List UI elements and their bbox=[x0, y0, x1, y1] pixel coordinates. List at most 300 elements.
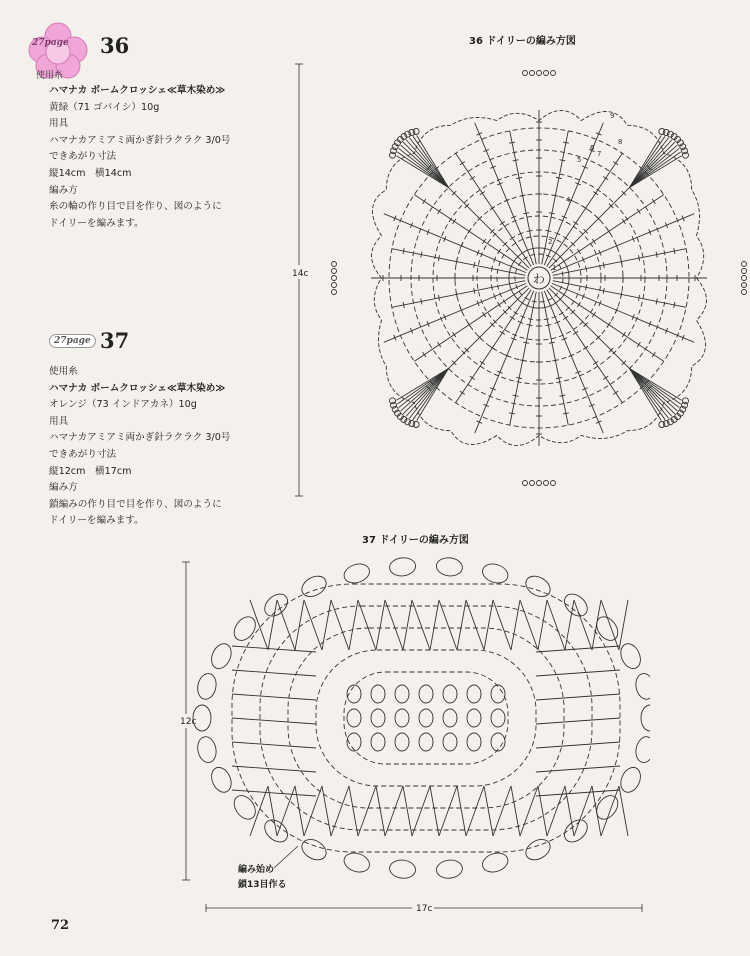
stitch-tick bbox=[482, 239, 485, 244]
stitch-tick bbox=[520, 195, 526, 196]
stitch-tick bbox=[613, 162, 618, 165]
stitch-tick bbox=[552, 195, 558, 196]
stitch-tick bbox=[438, 209, 441, 214]
stitch-tick bbox=[530, 248, 536, 249]
picot bbox=[537, 481, 542, 486]
picot bbox=[682, 152, 688, 158]
picot bbox=[551, 71, 556, 76]
stitch-tick bbox=[545, 324, 551, 325]
picot bbox=[551, 481, 556, 486]
stitch-spoke bbox=[551, 286, 664, 362]
picot bbox=[537, 71, 542, 76]
picot bbox=[332, 283, 337, 288]
side-stitch bbox=[536, 742, 620, 748]
stitch-tick bbox=[552, 360, 558, 361]
diagram-37-height-label: 12c bbox=[180, 717, 197, 727]
stitch-tick bbox=[542, 307, 548, 308]
diagram-37-start-note-line: 鎖13目作る bbox=[238, 880, 287, 890]
v-stitch bbox=[349, 600, 358, 650]
pattern-37-number: 37 bbox=[100, 328, 130, 353]
stitch-tick bbox=[421, 298, 422, 304]
v-stitch bbox=[619, 600, 628, 650]
stitch-tick bbox=[603, 376, 608, 379]
corner-fan-stitch bbox=[630, 369, 675, 414]
cluster-stitch bbox=[419, 733, 433, 751]
pattern-37-yarn-color: オレンジ（73 インドアカネ）10g bbox=[49, 399, 197, 411]
stitch-tick bbox=[549, 213, 555, 214]
stitch-tick bbox=[438, 255, 439, 261]
diagram-37-start-note-line: 編み始め bbox=[238, 865, 275, 875]
stitch-tick bbox=[568, 269, 569, 275]
stitch-tick bbox=[637, 209, 640, 214]
stitch-tick bbox=[613, 391, 618, 394]
diagram-37-title: 37 ドイリーの編み方図 bbox=[362, 535, 469, 546]
svg-text:2: 2 bbox=[548, 238, 553, 246]
picot bbox=[413, 421, 419, 427]
v-stitch bbox=[457, 600, 466, 650]
pattern-37-page-badge: 27page bbox=[49, 334, 96, 348]
edge-scallop bbox=[617, 764, 644, 795]
corner-fan-stitch bbox=[399, 148, 449, 187]
v-stitch bbox=[466, 786, 484, 836]
v-stitch bbox=[304, 786, 322, 836]
cluster-stitch bbox=[467, 709, 481, 727]
stitch-tick bbox=[568, 281, 569, 287]
v-stitch bbox=[331, 786, 349, 836]
picot bbox=[682, 398, 688, 404]
stitch-tick bbox=[513, 160, 519, 161]
stitch-tick bbox=[593, 192, 598, 195]
stitch-tick bbox=[509, 269, 510, 275]
edge-scallop bbox=[480, 850, 510, 875]
corner-fan-stitch bbox=[630, 369, 666, 420]
stitch-spoke bbox=[456, 290, 532, 403]
svg-text:6: 6 bbox=[590, 144, 595, 152]
edge-scallop bbox=[617, 641, 644, 672]
picot bbox=[742, 283, 747, 288]
stitch-tick bbox=[520, 301, 525, 304]
stitch-tick bbox=[542, 248, 548, 249]
svg-text:1: 1 bbox=[552, 264, 557, 272]
stitch-tick bbox=[460, 162, 465, 165]
picot bbox=[544, 481, 549, 486]
v-stitch bbox=[322, 786, 331, 836]
v-stitch bbox=[439, 786, 457, 836]
cluster-stitch bbox=[419, 709, 433, 727]
stitch-tick bbox=[509, 142, 515, 143]
svg-text:5: 5 bbox=[577, 156, 582, 164]
stitch-tick bbox=[559, 395, 565, 396]
stitch-tick bbox=[652, 199, 655, 204]
v-stitch bbox=[466, 600, 484, 650]
stitch-tick bbox=[491, 284, 492, 290]
edge-scallop bbox=[342, 850, 372, 875]
edge-scallop bbox=[342, 561, 372, 586]
stitch-spoke bbox=[547, 290, 623, 403]
corner-fan-stitch bbox=[403, 369, 448, 414]
cluster-stitch bbox=[371, 733, 385, 751]
stitch-spoke bbox=[414, 195, 527, 271]
edge-scallop bbox=[436, 557, 464, 578]
stitch-tick bbox=[656, 252, 657, 258]
svg-text:4: 4 bbox=[566, 196, 571, 204]
pattern-36-method-line: 糸の輪の作り目で目を作り、図のように bbox=[49, 201, 222, 213]
stitch-tick bbox=[621, 291, 622, 297]
stitch-tick bbox=[480, 192, 485, 195]
picot bbox=[523, 481, 528, 486]
v-stitch bbox=[430, 786, 439, 836]
stitch-tick bbox=[490, 206, 495, 209]
stitch-tick bbox=[583, 346, 588, 349]
stitch-spoke bbox=[547, 153, 623, 266]
corner-fan-stitch bbox=[630, 142, 675, 187]
picot bbox=[332, 276, 337, 281]
picot bbox=[742, 269, 747, 274]
stitch-tick bbox=[423, 199, 426, 204]
stitch-tick bbox=[563, 413, 569, 414]
stitch-tick bbox=[607, 229, 610, 234]
stitch-tick bbox=[513, 395, 519, 396]
corner-fan-stitch bbox=[399, 369, 449, 408]
stitch-tick bbox=[453, 219, 456, 224]
cluster-stitch bbox=[395, 709, 409, 727]
stitch-tick bbox=[423, 352, 426, 357]
picot bbox=[742, 262, 747, 267]
corner-fan-stitch bbox=[630, 369, 682, 401]
pattern-36-size-label: できあがり寸法 bbox=[49, 151, 117, 163]
edge-scallop bbox=[634, 672, 650, 701]
pattern-37-method-line: 鎖編みの作り目で目を作り、図のように bbox=[49, 498, 222, 510]
pattern-37-method-line: ドイリーを編みます。 bbox=[49, 515, 144, 527]
v-stitch bbox=[322, 600, 331, 650]
picot bbox=[332, 269, 337, 274]
v-stitch bbox=[484, 786, 493, 836]
v-stitch bbox=[358, 600, 376, 650]
page-number: 72 bbox=[51, 918, 70, 933]
stitch-tick bbox=[497, 249, 500, 254]
v-stitch bbox=[403, 786, 412, 836]
svg-text:9: 9 bbox=[610, 112, 615, 120]
stitch-tick bbox=[516, 377, 522, 378]
v-stitch bbox=[457, 786, 466, 836]
v-stitch bbox=[412, 786, 430, 836]
edge-scallop bbox=[230, 792, 260, 824]
v-stitch bbox=[268, 600, 277, 650]
edge-scallop bbox=[298, 572, 330, 601]
stitch-tick bbox=[603, 262, 604, 268]
stitch-tick bbox=[438, 342, 441, 347]
v-stitch bbox=[385, 600, 403, 650]
stitch-tick bbox=[593, 361, 598, 364]
stitch-tick bbox=[456, 259, 457, 265]
picot bbox=[530, 71, 535, 76]
v-stitch bbox=[601, 600, 619, 650]
stitch-tick bbox=[490, 346, 495, 349]
diagram-36-center-label: わ bbox=[533, 272, 546, 286]
cluster-stitch bbox=[371, 685, 385, 703]
stitch-tick bbox=[527, 324, 533, 325]
cluster-stitch bbox=[347, 709, 361, 727]
side-stitch bbox=[536, 766, 620, 772]
stitch-tick bbox=[562, 292, 565, 297]
edge-scallop bbox=[298, 835, 330, 864]
v-stitch bbox=[403, 600, 412, 650]
pattern-36-method-label: 編み方 bbox=[49, 184, 78, 196]
page-sticker bbox=[22, 22, 94, 84]
stitch-ring bbox=[344, 672, 508, 764]
cluster-stitch bbox=[443, 709, 457, 727]
corner-fan-stitch bbox=[630, 148, 680, 187]
pattern-36-details bbox=[49, 83, 230, 232]
pattern-37-yarn-name: ハマナカ ボームクロッシェ≪草木染め≫ bbox=[49, 382, 226, 394]
cluster-stitch bbox=[395, 733, 409, 751]
cluster-stitch bbox=[395, 685, 409, 703]
stitch-tick bbox=[510, 236, 515, 239]
side-stitch bbox=[536, 670, 620, 676]
stitch-tick bbox=[553, 301, 558, 304]
picot bbox=[659, 129, 665, 135]
cluster-stitch bbox=[443, 685, 457, 703]
pattern-36-size: 縦14cm 横14cm bbox=[49, 167, 132, 179]
edge-scallop bbox=[592, 792, 622, 824]
diagram-37-chart bbox=[176, 556, 650, 920]
edge-scallop bbox=[634, 735, 650, 764]
v-stitch bbox=[601, 786, 619, 836]
side-stitch bbox=[536, 718, 620, 724]
stitch-tick bbox=[510, 316, 515, 319]
edge-scallop bbox=[436, 859, 464, 880]
corner-fan-stitch bbox=[413, 136, 449, 187]
side-stitch bbox=[232, 790, 316, 796]
pattern-36-tool: ハマナカアミアミ両かぎ針ラクラク 3/0号 bbox=[49, 134, 231, 146]
stitch-tick bbox=[585, 266, 586, 272]
pattern-36-number: 36 bbox=[100, 33, 130, 58]
picot bbox=[544, 71, 549, 76]
stitch-tick bbox=[553, 251, 558, 254]
corner-fan-stitch bbox=[396, 156, 448, 188]
stitch-tick bbox=[467, 322, 470, 327]
corner-fan-stitch bbox=[630, 136, 666, 187]
stitch-tick bbox=[520, 360, 526, 361]
stitch-tick bbox=[509, 281, 510, 287]
side-stitch bbox=[232, 766, 316, 772]
stitch-tick bbox=[500, 221, 505, 224]
svg-text:8: 8 bbox=[618, 138, 623, 146]
stitch-ring bbox=[316, 650, 536, 786]
stitch-tick bbox=[563, 236, 568, 239]
stitch-tick bbox=[621, 259, 622, 265]
corner-fan-stitch bbox=[397, 369, 448, 405]
cluster-stitch bbox=[491, 685, 505, 703]
corner-fan-stitch bbox=[630, 152, 681, 188]
stitch-tick bbox=[530, 307, 536, 308]
stitch-tick bbox=[562, 259, 565, 264]
cluster-stitch bbox=[443, 733, 457, 751]
svg-text:7: 7 bbox=[597, 150, 602, 158]
pattern-37-method-label: 編み方 bbox=[49, 482, 78, 494]
corner-fan-stitch bbox=[417, 369, 449, 421]
side-stitch bbox=[232, 694, 316, 700]
v-stitch bbox=[574, 600, 592, 650]
pattern-37-size-label: できあがり寸法 bbox=[49, 448, 117, 460]
stitch-tick bbox=[500, 331, 505, 334]
v-stitch bbox=[376, 600, 385, 650]
stitch-tick bbox=[577, 302, 580, 307]
diagram-36-height-label: 14c bbox=[292, 269, 309, 279]
edge-scallop bbox=[195, 672, 218, 701]
edge-scallop bbox=[480, 561, 510, 586]
v-stitch bbox=[349, 786, 358, 836]
pattern-37-yarn-label: 使用糸 bbox=[49, 366, 78, 377]
picot bbox=[523, 71, 528, 76]
corner-fan-stitch bbox=[413, 369, 449, 420]
stitch-tick bbox=[516, 177, 522, 178]
stitch-tick bbox=[585, 284, 586, 290]
v-stitch bbox=[412, 600, 430, 650]
stitch-tick bbox=[583, 206, 588, 209]
stitch-tick bbox=[509, 413, 515, 414]
edge-scallop bbox=[195, 735, 218, 764]
side-stitch bbox=[232, 670, 316, 676]
pattern-37-tools-label: 用具 bbox=[49, 415, 69, 427]
v-stitch bbox=[511, 786, 520, 836]
stitch-tick bbox=[603, 288, 604, 294]
stitch-tick bbox=[453, 332, 456, 337]
v-stitch bbox=[385, 786, 403, 836]
pattern-36-method-line: ドイリーを編みます。 bbox=[49, 217, 144, 229]
stitch-tick bbox=[622, 332, 625, 337]
stitch-tick bbox=[438, 295, 439, 301]
stitch-tick bbox=[421, 252, 422, 258]
v-stitch bbox=[358, 786, 376, 836]
stitch-tick bbox=[545, 230, 551, 231]
picot bbox=[659, 421, 665, 427]
stitch-tick bbox=[563, 316, 568, 319]
sticker-badge: 27page bbox=[32, 38, 69, 48]
stitch-tick bbox=[638, 295, 639, 301]
corner-fan-stitch bbox=[630, 369, 681, 405]
edge-scallop bbox=[592, 613, 622, 645]
stitch-spoke bbox=[551, 195, 664, 271]
edge-scallop bbox=[208, 764, 235, 795]
picot bbox=[742, 290, 747, 295]
v-stitch bbox=[250, 786, 268, 836]
edge-scallop bbox=[522, 835, 554, 864]
stitch-tick bbox=[674, 248, 675, 254]
stitch-tick bbox=[592, 239, 595, 244]
edge-scallop bbox=[389, 859, 417, 880]
cluster-stitch bbox=[491, 733, 505, 751]
v-stitch bbox=[295, 786, 304, 836]
corner-fan-stitch bbox=[403, 142, 448, 187]
stitch-tick bbox=[637, 342, 640, 347]
picot bbox=[530, 481, 535, 486]
stitch-tick bbox=[652, 352, 655, 357]
stitch-ring bbox=[232, 584, 620, 852]
stitch-tick bbox=[549, 342, 555, 343]
picot bbox=[390, 152, 396, 158]
stitch-tick bbox=[474, 288, 475, 294]
pattern-37-tool: ハマナカアミアミ両かぎ針ラクラク 3/0号 bbox=[49, 432, 231, 444]
v-stitch bbox=[511, 600, 520, 650]
edge-scallop bbox=[641, 705, 650, 731]
stitch-tick bbox=[512, 259, 515, 264]
picot bbox=[332, 290, 337, 295]
edge-scallop bbox=[230, 613, 260, 645]
stitch-tick bbox=[603, 177, 608, 180]
pattern-37-details bbox=[49, 364, 230, 530]
corner-fan-stitch bbox=[630, 156, 682, 188]
edge-scallop bbox=[208, 641, 235, 672]
stitch-tick bbox=[523, 342, 529, 343]
picot bbox=[390, 398, 396, 404]
stitch-tick bbox=[527, 230, 533, 231]
stitch-tick bbox=[523, 213, 529, 214]
cluster-stitch bbox=[371, 709, 385, 727]
diagram-37-width-label: 17c bbox=[416, 904, 433, 914]
pattern-36-tools-label: 用具 bbox=[49, 118, 69, 130]
stitch-tick bbox=[622, 219, 625, 224]
diagram-36-title: 36 ドイリーの編み方図 bbox=[469, 36, 576, 47]
corner-fan-stitch bbox=[397, 152, 448, 188]
stitch-tick bbox=[456, 291, 457, 297]
diagram-36-height-dimension bbox=[295, 64, 303, 496]
stitch-tick bbox=[470, 376, 475, 379]
stitch-tick bbox=[512, 292, 515, 297]
corner-fan-stitch bbox=[630, 135, 662, 187]
v-stitch bbox=[484, 600, 493, 650]
v-stitch bbox=[619, 786, 628, 836]
picot bbox=[742, 276, 747, 281]
edge-scallop bbox=[522, 572, 554, 601]
stitch-spoke bbox=[414, 286, 527, 362]
corner-fan-stitch bbox=[401, 369, 449, 411]
stitch-spoke bbox=[456, 153, 532, 266]
stitch-tick bbox=[563, 142, 569, 143]
stitch-tick bbox=[520, 251, 525, 254]
picot bbox=[332, 262, 337, 267]
v-stitch bbox=[439, 600, 457, 650]
stitch-tick bbox=[491, 266, 492, 272]
corner-fan-stitch bbox=[630, 369, 662, 421]
stitch-tick bbox=[592, 312, 595, 317]
stitch-tick bbox=[607, 322, 610, 327]
v-stitch bbox=[538, 786, 547, 836]
v-stitch bbox=[304, 600, 322, 650]
pattern-36-yarn-name: ハマナカ ボームクロッシェ≪草木染め≫ bbox=[49, 85, 226, 96]
v-stitch bbox=[547, 786, 565, 836]
corner-fan-stitch bbox=[417, 135, 449, 187]
corner-fan-stitch bbox=[396, 369, 448, 401]
stitch-tick bbox=[556, 177, 562, 178]
stitch-tick bbox=[573, 221, 578, 224]
pattern-37-size: 縦12cm 横17cm bbox=[49, 465, 132, 477]
v-stitch bbox=[430, 600, 439, 650]
stitch-tick bbox=[656, 298, 657, 304]
stitch-tick bbox=[674, 302, 675, 308]
stitch-tick bbox=[480, 361, 485, 364]
diagram-36-chart bbox=[290, 58, 750, 502]
side-stitch bbox=[536, 790, 620, 796]
stitch-tick bbox=[403, 248, 404, 254]
stitch-tick bbox=[470, 177, 475, 180]
v-stitch bbox=[376, 786, 385, 836]
pattern-36-yarn-color: 黄緑（71 ゴバイシ）10g bbox=[49, 101, 160, 113]
cluster-stitch bbox=[419, 685, 433, 703]
stitch-tick bbox=[482, 312, 485, 317]
stitch-tick bbox=[556, 377, 562, 378]
v-stitch bbox=[538, 600, 547, 650]
